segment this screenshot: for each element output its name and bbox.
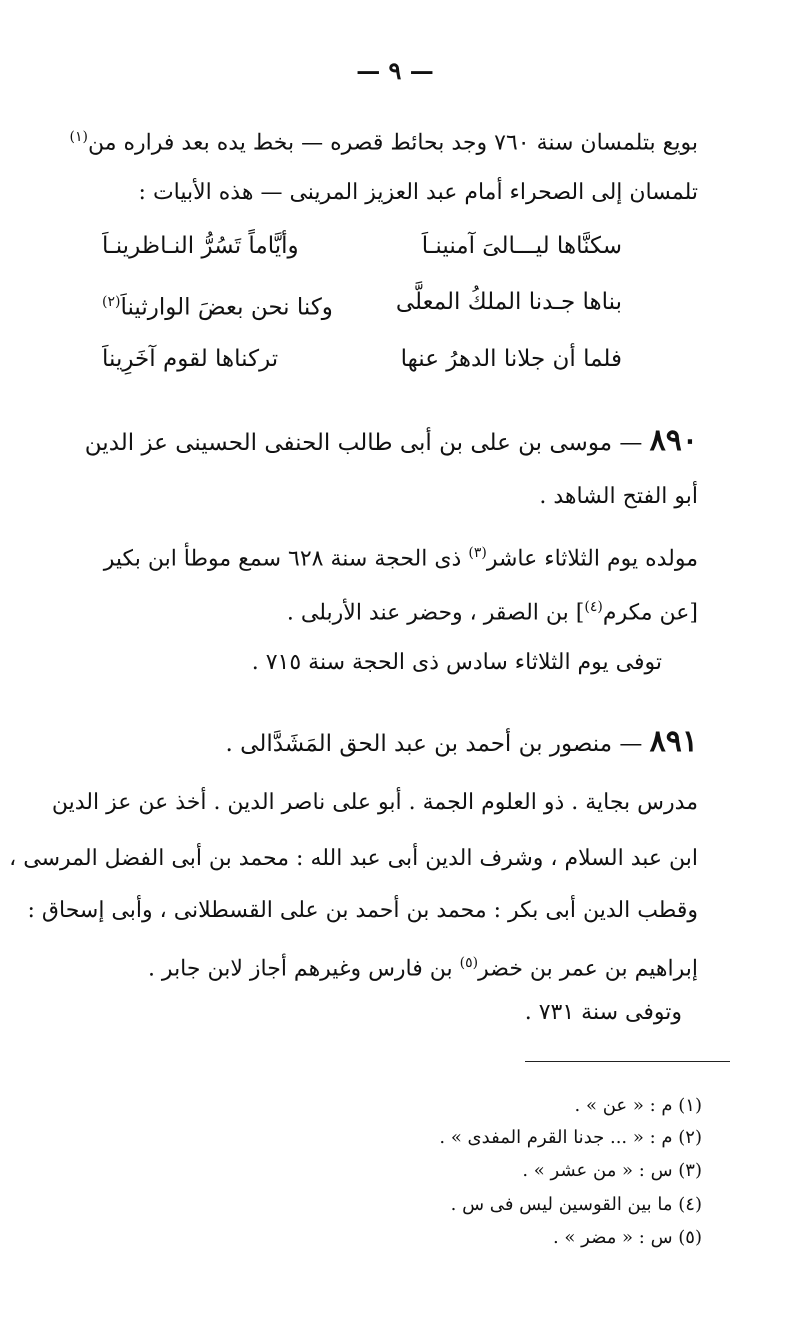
entry-890-line-3: [251, 648, 662, 678]
footnote-3: (٣) س : « من عشر » .: [522, 1160, 702, 1181]
footnote-ref-1: (١): [69, 129, 88, 145]
verse-2-first-hemistich: بناها جـدنا الملكُ المعلَّى: [395, 289, 622, 315]
entry-890-number: ٨٩٠: [649, 423, 698, 458]
entry-891-line-4: [147, 948, 698, 984]
verse-1-first-hemistich: سكنَّاها ليـــالىَ آمنينـاَ: [421, 233, 622, 259]
entry-891-line-5-text: وتوفى سنة ٧٣١ .: [524, 1000, 682, 1025]
entry-891-line-3: [27, 896, 698, 926]
entry-890-line-2-a: [عن مكرم: [602, 600, 698, 626]
entry-890-heading-cont: [498, 482, 698, 512]
footnote-ref-2: (٢): [102, 294, 121, 310]
footnote-4: (٤) ما بين القوسين ليس فى س .: [450, 1194, 702, 1215]
footnote-ref-4: (٤): [584, 599, 603, 615]
footnote-1: (١) م : « عن » .: [574, 1095, 702, 1116]
entry-891-line-1-text: مدرس بجاية . ذو العلوم الجمة . أبو على ناصر الدين . أخذ عن عز الدين: [51, 790, 698, 815]
entry-890-line-1-b: ذى الحجة سنة ٦٢٨ سمع موطأ ابن بكير: [103, 546, 462, 572]
entry-890-heading: [84, 423, 698, 461]
footnote-ref-5: (٥): [459, 955, 479, 971]
entry-890-line-1-a: مولده يوم الثلاثاء عاشر: [486, 546, 698, 572]
verse-2: [102, 286, 622, 320]
entry-890-line-2: [286, 592, 698, 628]
entry-891-line-4-b: بن فارس وغيرهم أجاز لابن جابر .: [147, 956, 453, 982]
entry-891-heading-text: — منصور بن أحمد بن عبد الحق المَشَدَّالى .: [225, 731, 643, 757]
intro-line-1-text: بويع بتلمسان سنة ٧٦٠ وجد بحائط قصره — بخط يده بعد فراره من: [87, 130, 698, 156]
verse-3: [102, 343, 622, 377]
verse-3-first-hemistich: فلما أن جلانا الدهرُ عنها: [400, 346, 622, 372]
verse-1: [102, 230, 622, 264]
entry-890-heading-text: — موسى بن على بن أبى طالب الحنفى الحسينى عز الدين: [84, 430, 643, 456]
entry-890-heading-cont-text: أبو الفتح الشاهد .: [539, 484, 698, 509]
entry-890-line-1: [103, 538, 698, 574]
verse-2-second-hemistich-text: وكنا نحن بعضَ الوارثيناَ: [120, 294, 333, 321]
entry-890-line-2-b: ] بن الصقر ، وحضر عند الأربلى .: [286, 600, 585, 626]
entry-891-line-5: [482, 998, 682, 1028]
footnote-divider: [525, 1061, 730, 1062]
entry-891-line-2: [9, 844, 698, 874]
entry-891-line-2-text: ابن عبد السلام ، وشرف الدين أبى عبد الله : محمد بن أبى الفضل المرسى ،: [9, 846, 698, 871]
footnote-ref-3: (٣): [468, 545, 487, 561]
verse-2-second-hemistich: [102, 286, 333, 324]
intro-line-2-text: تلمسان إلى الصحراء أمام عبد العزيز المرينى — هذه الأبيات :: [138, 180, 698, 205]
entry-891-number: ٨٩١: [649, 724, 698, 759]
verse-1-second-hemistich: وأيَّاماً تَسُرُّ النـاظرينـاَ: [102, 233, 299, 259]
intro-line-2: [138, 178, 698, 208]
entry-891-line-1: [51, 788, 698, 818]
footnote-5: (٥) س : « مضر » .: [552, 1227, 702, 1248]
verse-3-second-hemistich: تركناها لقوم آخَرِيناَ: [102, 346, 279, 372]
footnote-2: (٢) م : « ... جدنا القرم المفدى » .: [439, 1127, 702, 1148]
entry-890-line-3-text: توفى يوم الثلاثاء سادس ذى الحجة سنة ٧١٥ .: [251, 650, 662, 675]
entry-891-heading: [225, 724, 698, 762]
intro-line-1: [69, 122, 698, 158]
page-number: — ٩ —: [356, 56, 434, 85]
entry-891-line-4-a: إبراهيم بن عمر بن خضر: [478, 956, 698, 982]
entry-891-line-3-text: وقطب الدين أبى بكر : محمد بن أحمد بن على القسطلانى ، وأبى إسحاق :: [27, 898, 698, 923]
